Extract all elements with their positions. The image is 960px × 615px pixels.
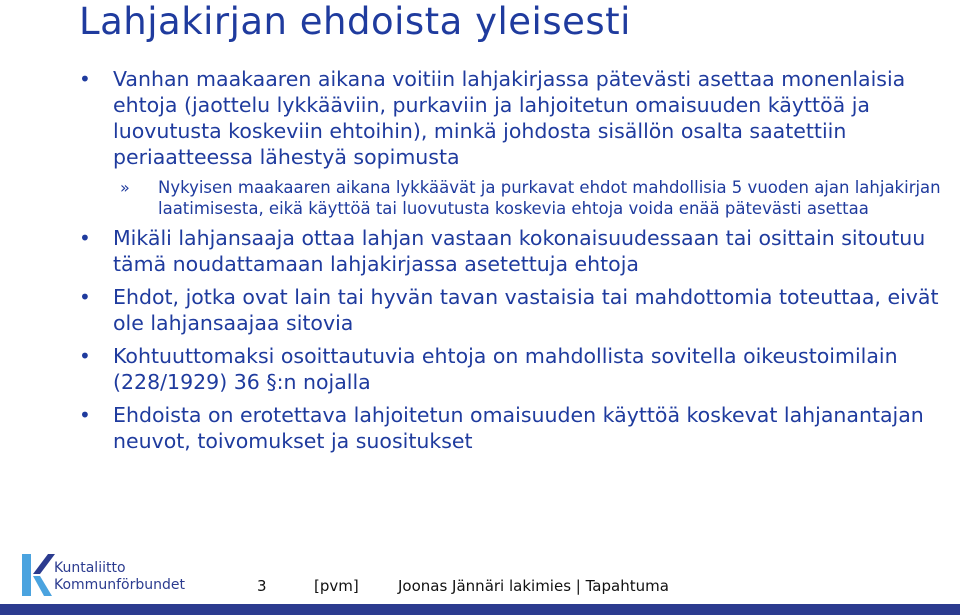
sub-bullet-arrow-icon: » — [120, 178, 130, 197]
bullet-item-5 — [79, 402, 949, 454]
footer-date: [pvm] — [314, 577, 359, 595]
bullet-dot-icon: • — [79, 67, 91, 91]
logo-line-2: Kommunförbundet — [54, 577, 185, 593]
bullet-dot-icon: • — [79, 285, 91, 309]
bullet-item-1 — [79, 66, 949, 170]
footer-author-event: Joonas Jännäri lakimies | Tapahtuma — [398, 577, 669, 595]
bullet-dot-icon: • — [79, 344, 91, 368]
bullet-text: Vanhan maakaaren aikana voitiin lahjakirjassa pätevästi asettaa monenlaisia ehtoja (jaottelu lykkääviin, purkaviin ja lahjoitetun omaisuuden käyttöä ja luovutusta koskeviin ehtoihin), minkä johdosta sisällön osalta saatettiin periaatteessa lähestyä sopimusta — [113, 67, 906, 169]
bullet-text: Kohtuuttomaksi osoittautuvia ehtoja on mahdollista sovitella oikeustoimilain (228/1929) 36 §:n nojalla — [113, 344, 898, 394]
bullet-text: Mikäli lahjansaaja ottaa lahjan vastaan kokonaisuudessaan tai osittain sitoutuu tämä noudattamaan lahjakirjassa asetettuja ehtoja — [113, 226, 926, 276]
bullet-item-4 — [79, 343, 949, 395]
bullet-text: Ehdot, jotka ovat lain tai hyvän tavan vastaisia tai mahdottomia toteuttaa, eivät ole lahjansaajaa sitovia — [113, 285, 939, 335]
slide-title: Lahjakirjan ehdoista yleisesti — [79, 0, 631, 43]
bullet-dot-icon: • — [79, 226, 91, 250]
logo-line-1: Kuntaliitto — [54, 560, 126, 576]
sub-bullet-text: Nykyisen maakaaren aikana lykkäävät ja purkavat ehdot mahdollisia 5 vuoden ajan lahjakirjan laatimisesta, eikä käyttöä tai luovutusta koskevia ehtoja voida enää pätevästi asettaa — [158, 178, 941, 218]
logo-wordmark — [54, 560, 185, 594]
bullet-item-2 — [79, 225, 949, 277]
sub-bullet-item — [120, 177, 949, 219]
footer-bar — [0, 604, 960, 615]
bullet-text: Ehdoista on erotettava lahjoitetun omaisuuden käyttöä koskevat lahjanantajan neuvot, toivomukset ja suositukset — [113, 403, 924, 453]
bullet-dot-icon: • — [79, 403, 91, 427]
bullet-item-3 — [79, 284, 949, 336]
bullet-list — [79, 66, 949, 461]
footer-page-number: 3 — [257, 577, 267, 595]
